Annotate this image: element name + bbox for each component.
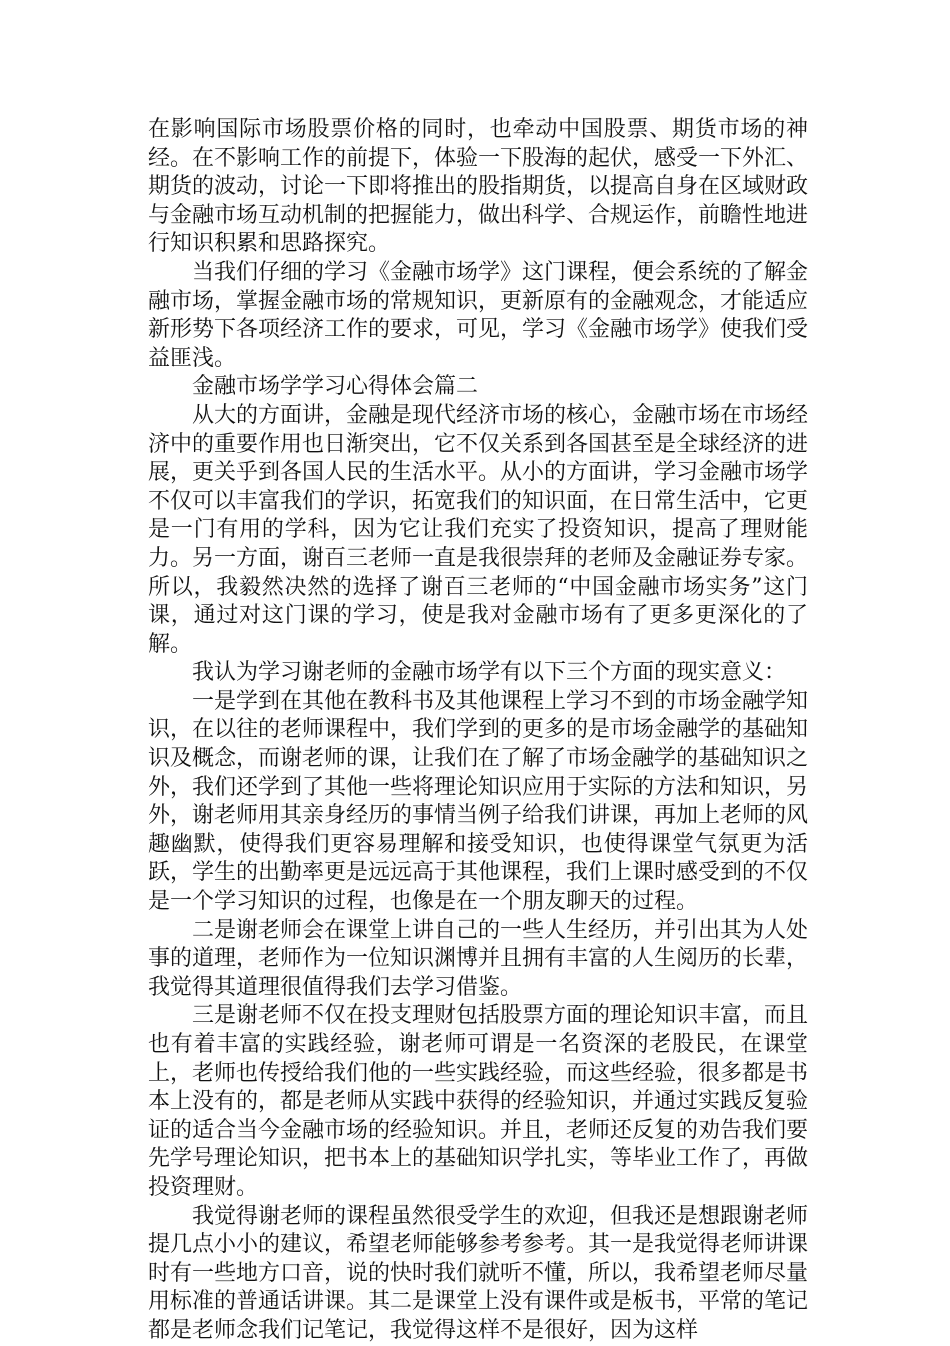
paragraph: 在影响国际市场股票价格的同时，也牵动中国股票、期货市场的神经。在不影响工作的前提下，体验一下股海的起伏，感受一下外汇、期货的波动，讨论一下即将推出的股指期货，以提高自身在区域财政与金融市场互动机制的把握能力，做出科学、合规运作，前瞻性地进行知识积累和思路探究。 <box>148 117 809 257</box>
paragraph: 一是学到在其他在教科书及其他课程上学习不到的市场金融学知识，在以往的老师课程中，我们学到的更多的是市场金融学的基础知识及概念，而谢老师的课，让我们在了解了市场金融学的基础知识之外，我们还学到了其他一些将理论知识应用于实际的方法和知识，另外，谢老师用其亲身经历的事情当例子给我们讲课，再加上老师的风趣幽默，使得我们更容易理解和接受知识，也使得课堂气氛更为活跃，学生的出勤率更是远远高于其他课程，我们上课时感受到的不仅是一个学习知识的过程，也像是在一个朋友聊天的过程。 <box>148 688 809 915</box>
paragraph: 我觉得谢老师的课程虽然很受学生的欢迎，但我还是想跟谢老师提几点小小的建议，希望老师能够参考参考。其一是我觉得老师讲课时有一些地方口音，说的快时我们就听不懂，所以，我希望老师尽量用标准的普通话讲课。其二是课堂上没有课件或是板书，平常的笔记都是老师念我们记笔记，我觉得这样不是很好，因为这样 <box>148 1203 809 1343</box>
paragraph: 当我们仔细的学习《金融市场学》这门课程，便会系统的了解金融市场，掌握金融市场的常规知识，更新原有的金融观念，才能适应新形势下各项经济工作的要求，可见，学习《金融市场学》使我们受益匪浅。 <box>148 259 809 371</box>
document-body <box>148 116 808 1346</box>
paragraph: 二是谢老师会在课堂上讲自己的一些人生经历，并引出其为人处事的道理，老师作为一位知识渊博并且拥有丰富的人生阅历的长辈，我觉得其道理很值得我们去学习借鉴。 <box>148 917 809 1000</box>
paragraph: 三是谢老师不仅在投支理财包括股票方面的理论知识丰富，而且也有着丰富的实践经验，谢老师可谓是一名资深的老股民，在课堂上，老师也传授给我们他的一些实践经验，而这些经验，很多都是书本上没有的，都是老师从实践中获得的经验知识，并通过实践反复验证的适合当今金融市场的经验知识。并且，老师还反复的劝告我们要先学号理论知识，把书本上的基础知识学扎实，等毕业工作了，再做投资理财。 <box>148 1003 809 1200</box>
paragraph: 从大的方面讲，金融是现代经济市场的核心，金融市场在市场经济中的重要作用也日渐突出，它不仅关系到各国甚至是全球经济的进展，更关乎到各国人民的生活水平。从小的方面讲，学习金融市场学不仅可以丰富我们的学识，拓宽我们的知识面，在日常生活中，它更是一门有用的学科，因为它让我们充实了投资知识，提高了理财能力。另一方面，谢百三老师一直是我很崇拜的老师及金融证券专家。所以，我毅然决然的选择了谢百三老师的“中国金融市场实务”这门课，通过对这门课的学习，使是我对金融市场有了更多更深化的了解。 <box>148 402 809 657</box>
section-heading: 金融市场学学习心得体会篇二 <box>192 374 479 400</box>
paragraph: 我认为学习谢老师的金融市场学有以下三个方面的现实意义： <box>192 660 787 686</box>
